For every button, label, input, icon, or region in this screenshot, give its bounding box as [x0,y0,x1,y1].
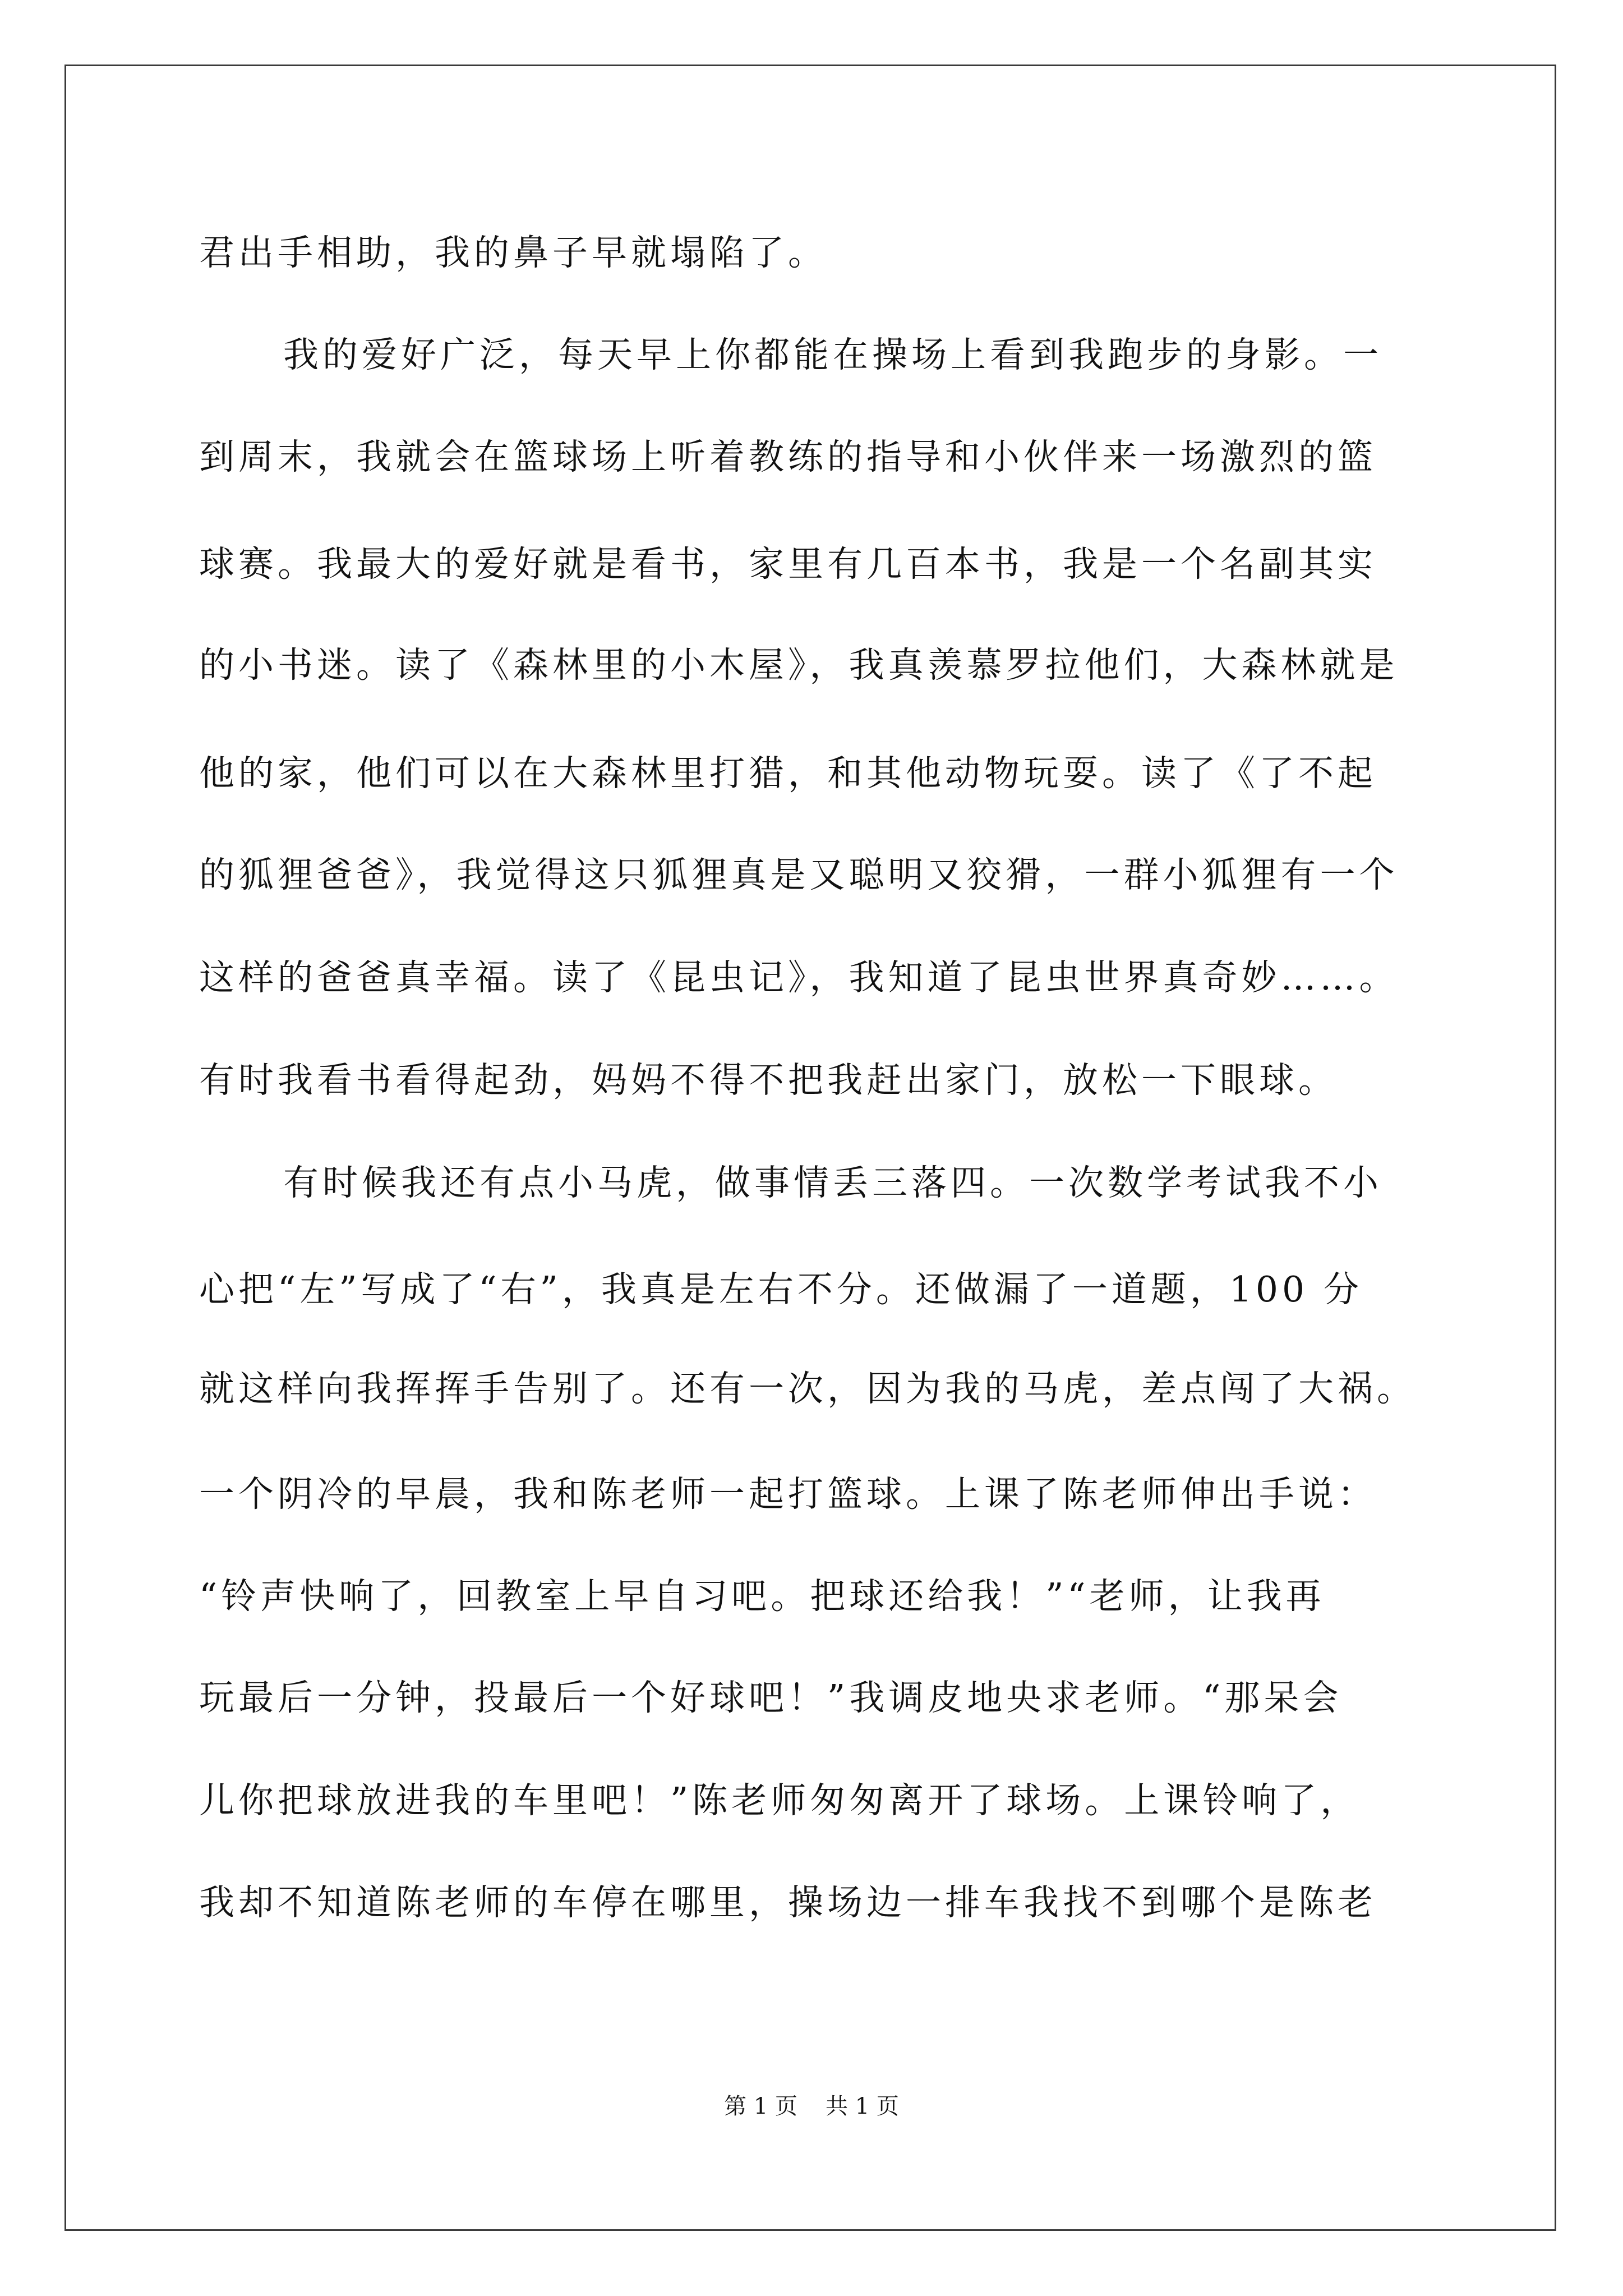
text-line: “铃声快响了，回教室上早自习吧。把球还给我！”“老师，让我再 [199,1576,1325,1617]
text-line: 有时我看书看得起劲，妈妈不得不把我赶出家门，放松一下眼球。 [199,1060,1338,1101]
text-line: 到周末，我就会在篮球场上听着教练的指导和小伙伴来一场激烈的篮 [199,436,1377,477]
text-line: 球赛。我最大的爱好就是看书，家里有几百本书，我是一个名副其实 [199,544,1377,585]
text-line: 他的家，他们可以在大森林里打猎，和其他动物玩耍。读了《了不起 [199,753,1377,794]
text-line: 的狐狸爸爸》，我觉得这只狐狸真是又聪明又狡猾，一群小狐狸有一个 [199,854,1399,895]
text-line: 就这样向我挥挥手告别了。还有一次，因为我的马虎，差点闯了大祸。 [199,1368,1416,1409]
text-line: 玩最后一分钟，投最后一个好球吧！”我调皮地央求老师。“那呆会 [199,1677,1343,1718]
text-line: 这样的爸爸真幸福。读了《昆虫记》，我知道了昆虫世界真奇妙……。 [199,957,1399,998]
text-line: 的小书迷。读了《森林里的小木屋》，我真羡慕罗拉他们，大森林就是 [199,645,1399,685]
paragraph-first-line: 我的爱好广泛，每天早上你都能在操场上看到我跑步的身影。一 [283,334,1382,375]
page-count: 共 1 页 [826,2093,899,2119]
text-line: 君出手相助，我的鼻子早就塌陷了。 [199,232,827,273]
paragraph-first-line: 有时候我还有点小马虎，做事情丢三落四。一次数学考试我不小 [283,1162,1382,1203]
page-number: 第 1 页 [724,2093,797,2119]
text-line: 我却不知道陈老师的车停在哪里，操场边一排车我找不到哪个是陈老 [199,1882,1377,1923]
text-line: 儿你把球放进我的车里吧！”陈老师匆匆离开了球场。上课铃响了， [199,1780,1360,1821]
page-footer [0,2092,1623,2120]
text-line: 心把“左”写成了“右”，我真是左右不分。还做漏了一道题，100 分 [199,1269,1363,1310]
text-line: 一个阴冷的早晨，我和陈老师一起打篮球。上课了陈老师伸出手说： [199,1474,1377,1515]
